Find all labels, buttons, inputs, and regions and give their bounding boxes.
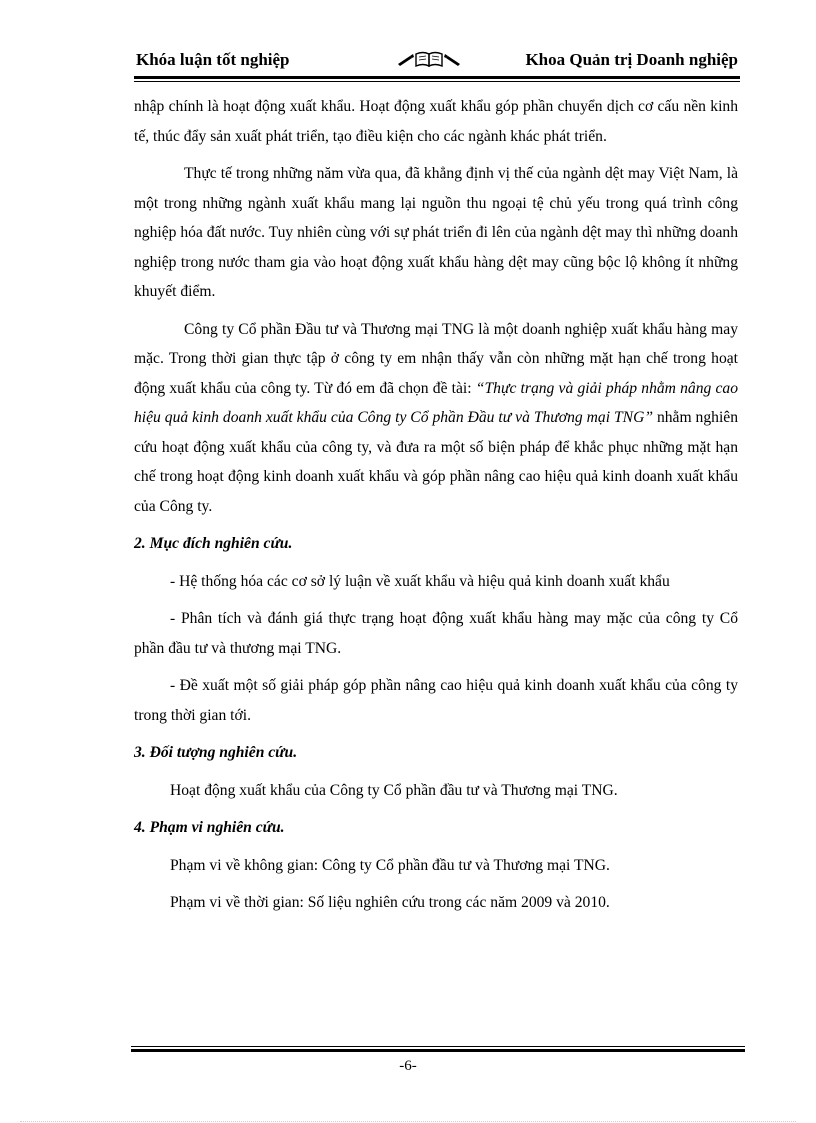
header-divider	[134, 76, 740, 82]
purpose-item-theory: - Hệ thống hóa các cơ sở lý luận về xuất khẩu và hiệu quả kinh doanh xuất khẩu	[170, 572, 670, 590]
document-body	[134, 92, 738, 918]
section-heading-scope: 4. Phạm vi nghiên cứu.	[134, 819, 285, 836]
paragraph-company-topic	[134, 315, 738, 522]
section-heading-purpose: 2. Mục đích nghiên cứu.	[134, 535, 293, 552]
scope-space-text: Phạm vi về không gian: Công ty Cổ phần đầu tư và Thương mại TNG.	[170, 856, 610, 874]
topic-intro-text: Công ty Cổ phần Đầu tư và Thương mại TNG là một doanh nghiệp xuất khẩu hàng may mặc. Trong thời gian thực tập ở công ty em nhận thấy vẫn còn những mặt hạn chế trong hoạt động xuất khẩu của công ty. Từ đó em đã chọn đề tài:	[134, 320, 738, 397]
page-header	[134, 44, 738, 80]
topic-purpose-text: nhằm nghiên cứu hoạt động xuất khẩu của công ty, và đưa ra một số biện pháp để khắc phục những mặt hạn chế trong hoạt động kinh doanh xuất khẩu và góp phần nâng cao hiệu quả kinh doanh xuất khẩu của Công ty.	[134, 409, 738, 515]
section-heading-subject: 3. Đối tượng nghiên cứu.	[134, 744, 298, 761]
subject-text: Hoạt động xuất khẩu của Công ty Cổ phần đầu tư và Thương mại TNG.	[170, 781, 618, 799]
header-thesis-label: Khóa luận tốt nghiệp	[136, 50, 290, 69]
paragraph-export-role: nhập chính là hoạt động xuất khẩu. Hoạt động xuất khẩu góp phần chuyển dịch cơ cấu nền kinh tế, thúc đẩy sản xuất phát triển, tạo điều kiện cho các ngành khác phát triển.	[134, 98, 738, 145]
footer-divider	[131, 1046, 745, 1052]
page-number: -6-	[399, 1058, 417, 1074]
scope-time-text: Phạm vi về thời gian: Số liệu nghiên cứu trong các năm 2009 và 2010.	[170, 894, 610, 911]
purpose-item-analysis: - Phân tích và đánh giá thực trạng hoạt động xuất khẩu hàng may mặc của công ty Cổ phần đầu tư và thương mại TNG.	[134, 610, 738, 657]
header-faculty-label: Khoa Quản trị Doanh nghiệp	[525, 50, 738, 69]
book-ornament-icon-svg	[396, 50, 462, 68]
page-edge-divider	[20, 1121, 796, 1122]
book-ornament-icon	[396, 48, 462, 68]
purpose-item-solutions: - Đề xuất một số giải pháp góp phần nâng cao hiệu quả kinh doanh xuất khẩu của công ty trong thời gian tới.	[134, 677, 738, 724]
thesis-title: “Thực trạng và giải pháp nhằm nâng cao hiệu quả kinh doanh xuất khẩu của Công ty Cổ phần Đầu tư và Thương mại TNG”	[134, 379, 739, 426]
paragraph-textile-industry: Thực tế trong những năm vừa qua, đã khẳng định vị thế của ngành dệt may Việt Nam, là một trong những ngành xuất khẩu mang lại nguồn thu ngoại tệ chủ yếu trong quá trình công nghiệp hóa đất nước. Tuy nhiên cùng với sự phát triển đi lên của ngành dệt may thì những doanh nghiệp trong nước tham gia vào hoạt động xuất khẩu hàng dệt may cũng bộc lộ không ít những khuyết điểm.	[134, 165, 738, 300]
